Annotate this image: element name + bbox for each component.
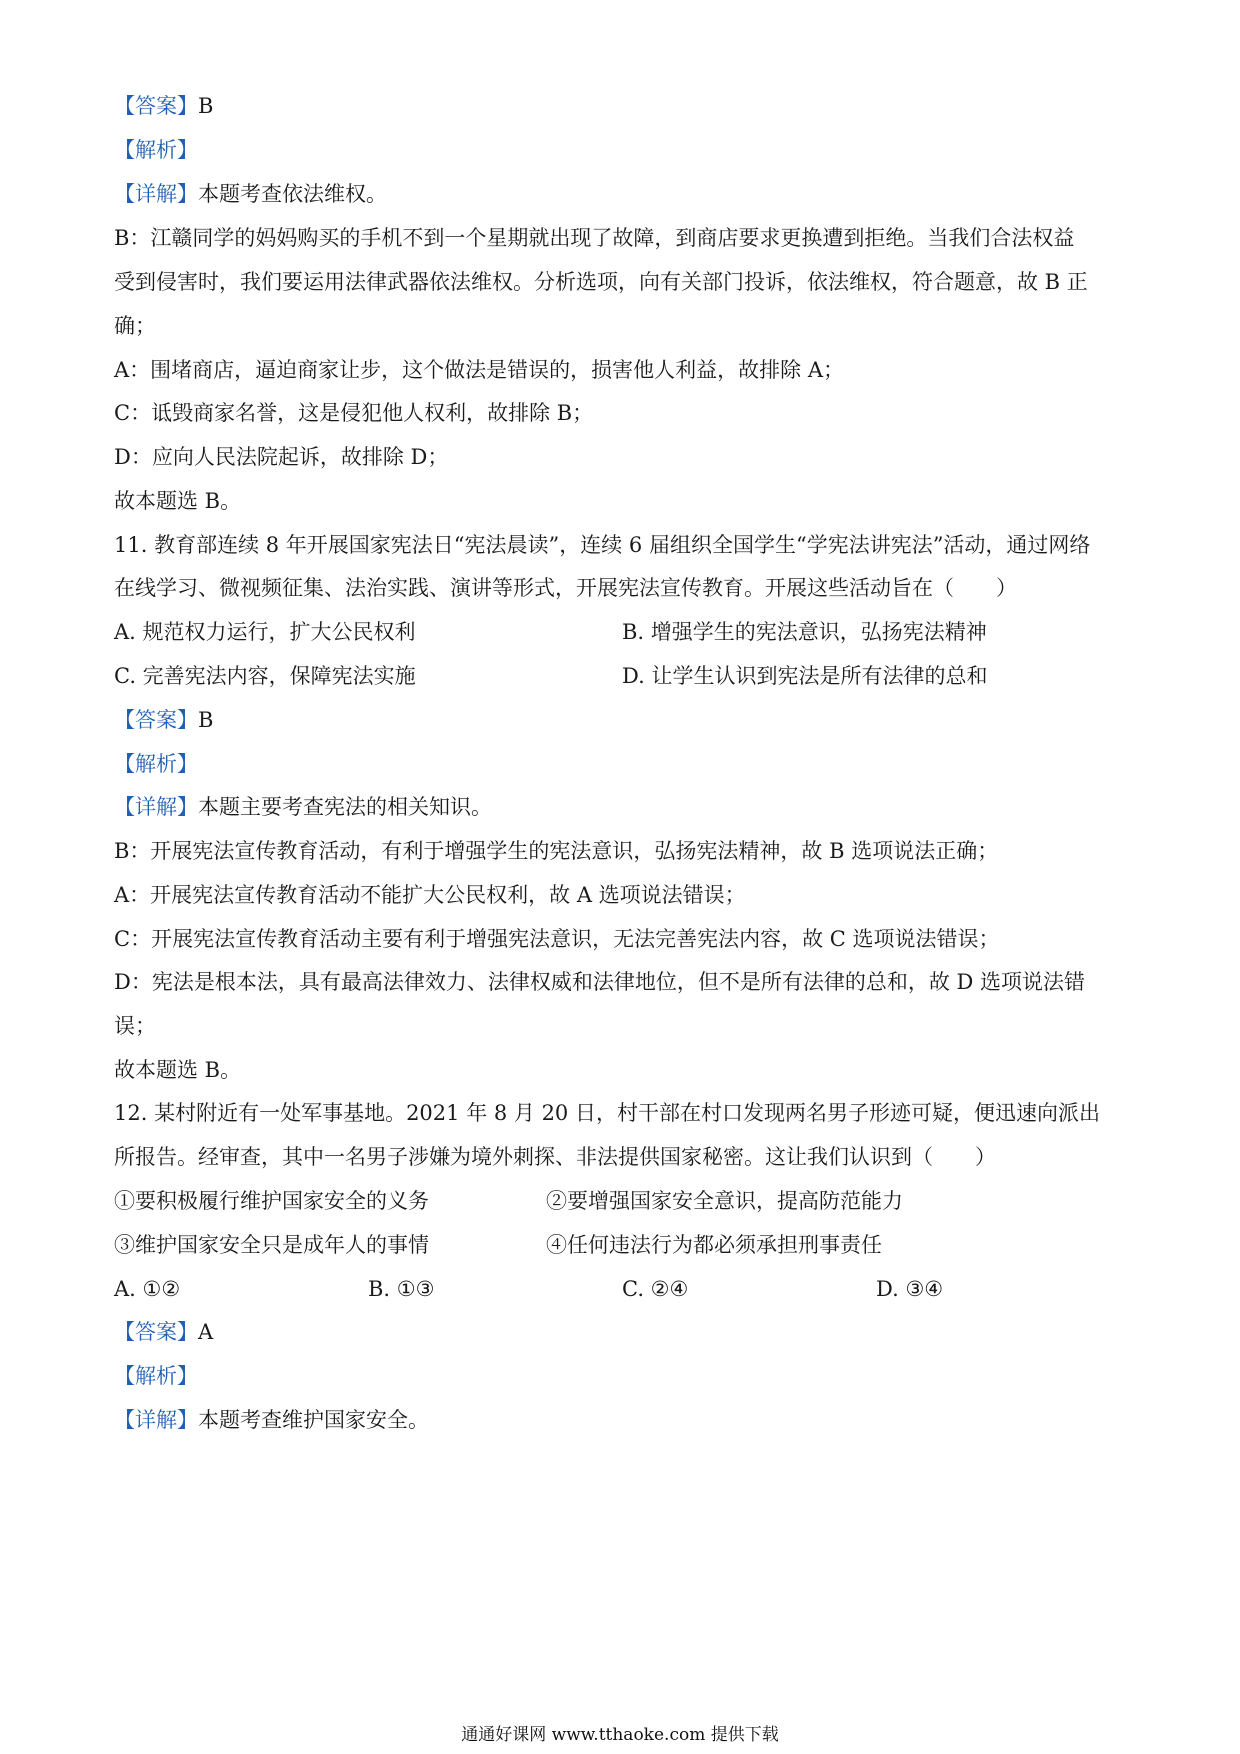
choice-row xyxy=(114,1275,1130,1303)
detail-tag: 【详解】 xyxy=(114,1408,198,1432)
statement-row xyxy=(114,1187,1130,1215)
explanation-line: B：江赣同学的妈妈购买的手机不到一个星期就出现了故障，到商店要求更换遭到拒绝。当我们合法权益 xyxy=(114,226,1075,250)
choice-d: D. ③④ xyxy=(876,1277,944,1301)
explanation-line: C：开展宪法宣传教育活动主要有利于增强宪法意识，无法完善宪法内容，故 C 选项说法错误； xyxy=(114,927,1000,951)
option-c: C. 完善宪法内容，保障宪法实施 xyxy=(114,664,416,688)
explanation-line: D：应向人民法院起诉，故排除 D； xyxy=(114,445,449,469)
answer-tag: 【答案】 xyxy=(114,1320,198,1344)
analysis-tag: 【解析】 xyxy=(114,138,198,162)
page-footer: 通通好课网 www.tthaoke.com 提供下载 xyxy=(461,1725,779,1745)
detail-text: 本题主要考查宪法的相关知识。 xyxy=(198,795,492,819)
analysis-line xyxy=(114,1362,1130,1390)
choice-a: A. ①② xyxy=(114,1277,181,1301)
explanation-line: A：围堵商店，逼迫商家让步，这个做法是错误的，损害他人利益，故排除 A； xyxy=(114,358,845,382)
choice-b: B. ①③ xyxy=(368,1277,435,1301)
answer-line xyxy=(114,706,1130,734)
statement-row xyxy=(114,1231,1130,1259)
statement-3: ③维护国家安全只是成年人的事情 xyxy=(114,1233,429,1257)
explanation-line: A：开展宪法宣传教育活动不能扩大公民权利，故 A 选项说法错误； xyxy=(114,883,746,907)
analysis-tag: 【解析】 xyxy=(114,1364,198,1388)
option-d: D. 让学生认识到宪法是所有法律的总和 xyxy=(622,664,988,688)
option-b: B. 增强学生的宪法意识，弘扬宪法精神 xyxy=(622,620,987,644)
explanation-line: D：宪法是根本法，具有最高法律效力、法律权威和法律地位，但不是所有法律的总和，故 D 选项说法错 xyxy=(114,970,1086,994)
explanation-line: 确； xyxy=(114,314,156,338)
answer-tag: 【答案】 xyxy=(114,708,198,732)
analysis-line xyxy=(114,750,1130,778)
detail-text: 本题考查依法维权。 xyxy=(198,182,387,206)
explanation-line: C：诋毁商家名誉，这是侵犯他人权利，故排除 B； xyxy=(114,401,594,425)
question-stem-line: 在线学习、微视频征集、法治实践、演讲等形式，开展宪法宣传教育。开展这些活动旨在（ ） xyxy=(114,576,1017,600)
option-row xyxy=(114,618,1130,646)
statement-2: ②要增强国家安全意识，提高防范能力 xyxy=(546,1189,903,1213)
analysis-tag: 【解析】 xyxy=(114,752,198,776)
option-a: A. 规范权力运行，扩大公民权利 xyxy=(114,620,416,644)
explanation-line: 受到侵害时，我们要运用法律武器依法维权。分析选项，向有关部门投诉，依法维权，符合题意，故 B 正 xyxy=(114,270,1088,294)
question-stem-line: 11. 教育部连续 8 年开展国家宪法日“宪法晨读”，连续 6 届组织全国学生“学宪法讲宪法”活动，通过网络 xyxy=(114,533,1091,557)
question-stem-line: 所报告。经审查，其中一名男子涉嫌为境外刺探、非法提供国家秘密。这让我们认识到（ ） xyxy=(114,1145,996,1169)
detail-line xyxy=(114,1406,1130,1434)
explanation-line: B：开展宪法宣传教育活动，有利于增强学生的宪法意识，弘扬宪法精神，故 B 选项说法正确； xyxy=(114,839,999,863)
detail-line xyxy=(114,180,1130,208)
answer-line xyxy=(114,1318,1130,1346)
explanation-line: 误； xyxy=(114,1014,156,1038)
detail-tag: 【详解】 xyxy=(114,795,198,819)
answer-value: B xyxy=(198,94,214,118)
question-stem-line: 12. 某村附近有一处军事基地。2021 年 8 月 20 日，村干部在村口发现两名男子形迹可疑，便迅速向派出 xyxy=(114,1101,1100,1125)
statement-4: ④任何违法行为都必须承担刑事责任 xyxy=(546,1233,882,1257)
answer-line xyxy=(114,92,1130,120)
detail-line xyxy=(114,793,1130,821)
conclusion-line: 故本题选 B。 xyxy=(114,1058,242,1082)
detail-tag: 【详解】 xyxy=(114,182,198,206)
conclusion-line: 故本题选 B。 xyxy=(114,489,242,513)
option-row xyxy=(114,662,1130,690)
answer-tag: 【答案】 xyxy=(114,94,198,118)
answer-value: B xyxy=(198,708,214,732)
statement-1: ①要积极履行维护国家安全的义务 xyxy=(114,1189,429,1213)
detail-text: 本题考查维护国家安全。 xyxy=(198,1408,429,1432)
choice-c: C. ②④ xyxy=(622,1277,689,1301)
answer-value: A xyxy=(198,1320,214,1344)
analysis-line xyxy=(114,136,1130,164)
